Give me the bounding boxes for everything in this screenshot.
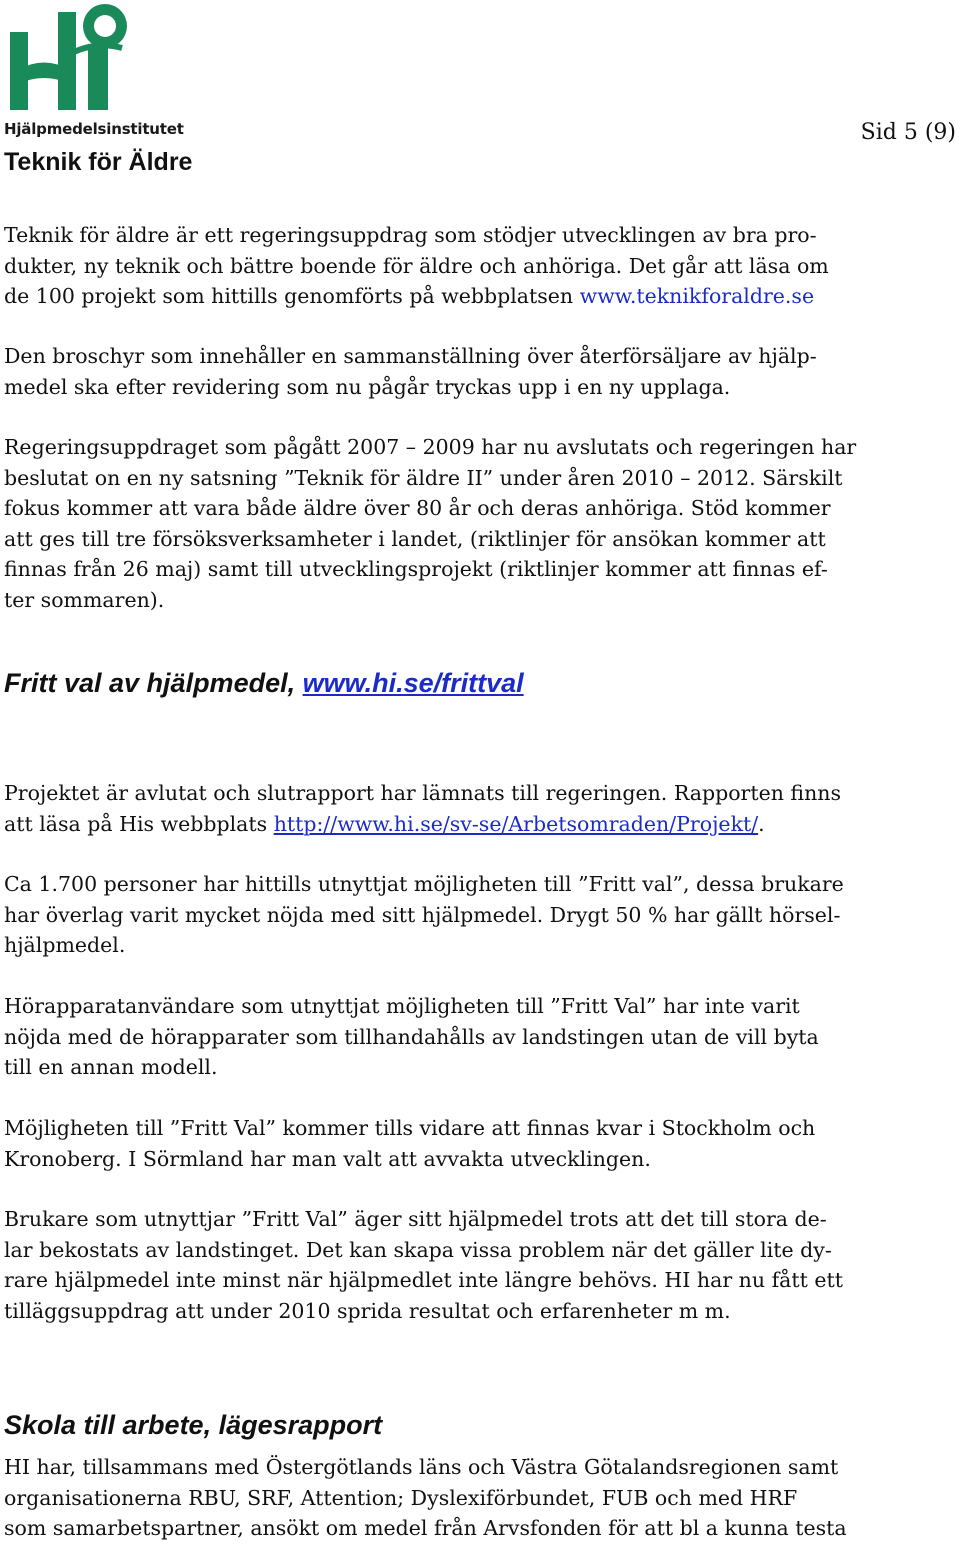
heading-skola-till-arbete: Skola till arbete, lägesrapport [4,1410,383,1440]
paragraph-projektet-avlutat: Projektet är avlutat och slutrapport har lämnats till regeringen. Rapporten finns att läsa på His webbplats http://www.hi.se/sv-se/Arbetsomraden/Projekt/. [4,781,842,836]
paragraph-mojligheten: Möjligheten till ”Fritt Val” kommer tills vidare att finnas kvar i Stockholm och Kronoberg. I Sörmland har man valt att avvakta utvecklingen. [4,1116,816,1171]
hi-projekt-link[interactable]: http://www.hi.se/sv-se/Arbetsomraden/Projekt/ [273,811,759,836]
logo-wordmark: Hjälpmedelsinstitutet [4,120,184,138]
frittval-link[interactable]: www.hi.se/frittval [302,668,524,698]
page-title: Teknik för Äldre [4,148,193,176]
page-number: Sid 5 (9) [860,120,956,145]
paragraph-horapparat: Hörapparatanvändare som utnyttjat möjligheten till ”Fritt Val” har inte varit nöjda med de hörapparater som tillhandahålls av landstingen utan de vill byta till en annan modell. [4,994,819,1079]
heading-fritt-val: Fritt val av hjälpmedel, www.hi.se/frittval [4,668,524,698]
paragraph-ca-1700: Ca 1.700 personer har hittills utnyttjat möjligheten till ”Fritt val”, dessa brukare har överlag varit mycket nöjda med sitt hjälpmedel. Drygt 50 % har gällt hörsel- hjälpmedel. [4,872,844,957]
paragraph-broschyr: Den broschyr som innehåller en sammanställning över återförsäljare av hjälp- medel ska efter revidering som nu pågår tryckas upp i en ny upplaga. [4,344,817,399]
paragraph-brukare: Brukare som utnyttjar ”Fritt Val” äger sitt hjälpmedel trots att det till stora de- lar bekostats av landstinget. Det kan skapa vissa problem när det gäller lite dy- rare hjälpmedel inte minst när hjälpmedlet inte längre behövs. HI har nu fått ett tilläggsuppdrag att under 2010 sprida resultat och erfarenheter m m. [4,1207,843,1323]
paragraph-hi-har: HI har, tillsammans med Östergötlands läns och Västra Götalandsregionen samt organisationerna RBU, SRF, Attention; Dyslexiförbundet, FUB och med HRF som samarbetspartner, ansökt om medel från Arvsfonden för att bl a kunna testa [4,1455,847,1540]
teknikforaldre-link[interactable]: www.teknikforaldre.se [579,284,815,308]
paragraph-regeringsuppdrag: Regeringsuppdraget som pågått 2007 – 2009 har nu avslutats och regeringen har beslutat on en ny satsning ”Teknik för äldre II” under åren 2010 – 2012. Särskilt fokus kommer att vara både äldre över 80 år och deras anhöriga. Stöd kommer att ges till tre försöksverksamheter i landet, (riktlinjer för ansökan kommer att finnas från 26 maj) samt till utvecklingsprojekt (riktlinjer kommer att finnas ef- ter sommaren). [4,435,857,612]
paragraph-teknik-intro: Teknik för äldre är ett regeringsuppdrag som stödjer utvecklingen av bra pro- dukter, ny teknik och bättre boende för äldre och anhöriga. Det går att läsa om de 100 projekt som hittills genomförts på webbplatsen www.teknikforaldre.se [4,223,829,308]
